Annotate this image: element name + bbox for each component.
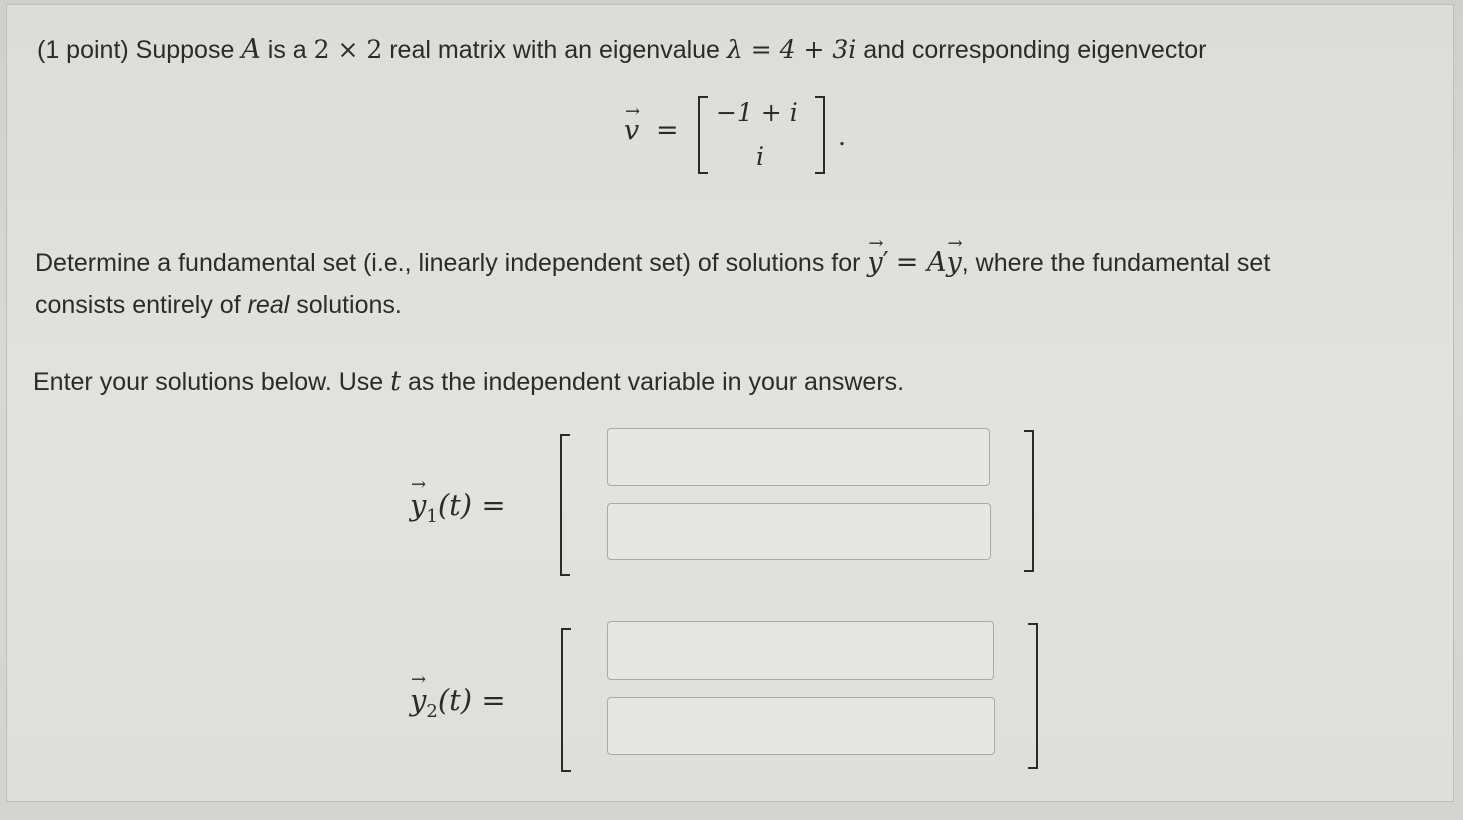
matrix-symbol-A: A xyxy=(241,34,261,65)
ode-prime: ′ xyxy=(882,247,889,278)
ode-y-vector: → y xyxy=(867,247,882,278)
text-independent: as the independent variable in your answers. xyxy=(407,368,905,396)
ode-y-vector-rhs: → y xyxy=(946,247,961,278)
problem-statement-line1 xyxy=(37,34,1207,65)
y1-argument: (t) = xyxy=(437,488,506,522)
text-is-a: is a xyxy=(267,36,307,64)
y2-label xyxy=(410,683,506,722)
y2-subscript: 2 xyxy=(426,700,438,722)
text-eigenvalue: real matrix with an eigenvalue xyxy=(389,36,720,64)
matrix-dims: 2 × 2 xyxy=(313,35,383,64)
y2-vector-symbol: → y xyxy=(410,683,426,717)
y2-bottom-input[interactable] xyxy=(607,697,995,755)
problem-statement-line2 xyxy=(35,247,1270,278)
y1-right-bracket xyxy=(1024,430,1034,572)
y1-vector-symbol: → y xyxy=(410,488,426,522)
text-determine: Determine a fundamental set (i.e., linearly independent set) of solutions for xyxy=(35,249,861,277)
y1-left-bracket xyxy=(560,434,570,576)
y2-right-bracket xyxy=(1028,623,1038,769)
y2-top-input[interactable] xyxy=(607,621,994,680)
eigenvector-entry-1: −1 + i xyxy=(716,98,798,127)
ode-rhs: = A xyxy=(895,247,947,278)
eigenvector-symbol xyxy=(624,115,639,146)
text-eigenvector: and corresponding eigenvector xyxy=(863,36,1207,64)
y1-label xyxy=(410,488,506,527)
variable-t: t xyxy=(390,366,401,397)
instructions-line xyxy=(33,366,904,397)
eigenvalue-expression: λ = 4 + 3i xyxy=(726,35,857,64)
point-label: (1 point) Suppose xyxy=(37,36,235,64)
y2-argument: (t) = xyxy=(437,683,506,717)
text-enter: Enter your solutions below. Use xyxy=(33,368,384,396)
eigenvector-left-bracket xyxy=(698,96,708,174)
eigenvector-entry-2: i xyxy=(756,142,764,171)
eigenvector-period: . xyxy=(838,122,846,151)
problem-statement-line3 xyxy=(35,291,402,320)
eigenvector-v: → v xyxy=(624,115,639,146)
eigenvector-equals: = xyxy=(656,115,679,146)
eigenvector-right-bracket xyxy=(815,96,825,174)
text-real-emphasis: real xyxy=(247,291,290,319)
text-solutions: solutions. xyxy=(296,291,402,319)
y1-top-input[interactable] xyxy=(607,428,990,486)
y1-subscript: 1 xyxy=(426,505,438,527)
text-where: , where the fundamental set xyxy=(961,249,1271,277)
y2-left-bracket xyxy=(561,628,571,772)
text-consists: consists entirely of xyxy=(35,291,241,319)
y1-bottom-input[interactable] xyxy=(607,503,991,560)
